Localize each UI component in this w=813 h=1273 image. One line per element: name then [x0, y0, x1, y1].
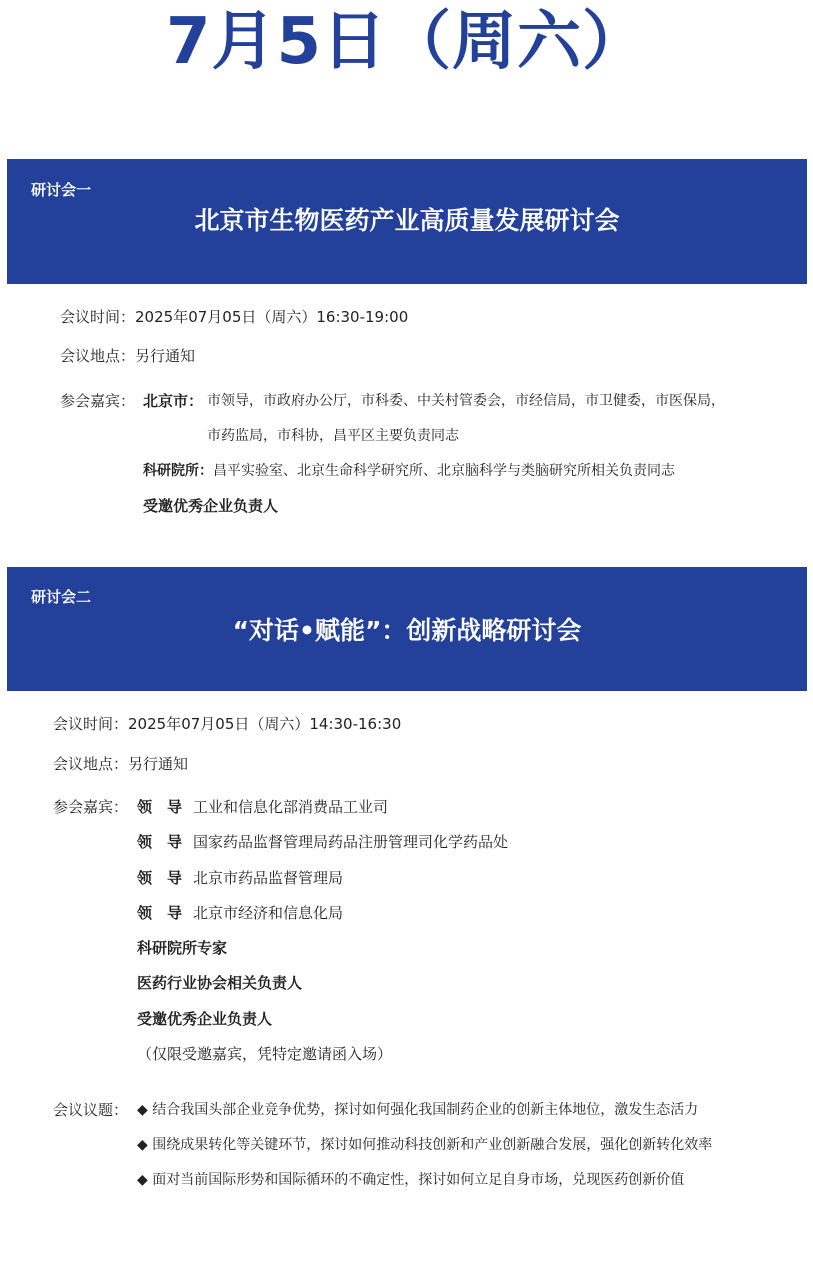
time-value: 2025年07月05日（周六）14:30-16:30 — [128, 715, 402, 733]
leader-role: 领 导 — [137, 833, 183, 851]
leader-org: 工业和信息化部消费品工业司 — [193, 798, 389, 816]
seminar1-title: 北京市生物医药产业高质量发展研讨会 — [194, 206, 620, 235]
guests-label: 参会嘉宾： — [53, 798, 129, 816]
location-label: 会议地点： — [53, 755, 129, 773]
seminar1-time — [60, 307, 408, 327]
experts-line: 科研院所专家 — [137, 939, 228, 957]
seminar1-institutes — [143, 461, 675, 481]
topic-item: ◆ 围绕成果转化等关键环节，探讨如何推动科技创新和产业创新融合发展，强化创新转化效率 — [137, 1137, 713, 1153]
seminar1-guests — [60, 391, 135, 411]
time-label: 会议时间： — [53, 715, 129, 733]
seminar2-guests — [53, 797, 128, 817]
topics-label: 会议议题： — [53, 1101, 129, 1119]
topic-item: ◆ 结合我国头部企业竞争优势，探讨如何强化我国制药企业的创新主体地位，激发生态活力 — [137, 1102, 699, 1118]
leader-role: 领 导 — [137, 869, 183, 887]
seminar2-time — [53, 714, 401, 734]
topic-item: ◆ 面对当前国际形势和国际循环的不确定性，探讨如何立足自身市场，兑现医药创新价值 — [137, 1172, 685, 1188]
seminar2-title: “对话•赋能”：创新战略研讨会 — [232, 616, 582, 645]
leader-role: 领 导 — [137, 798, 183, 816]
leader-row — [137, 832, 508, 852]
seminar1-tag: 研讨会一 — [31, 181, 92, 199]
seminar1-beijing — [143, 391, 203, 411]
time-value: 2025年07月05日（周六）16:30-19:00 — [135, 308, 409, 326]
beijing-label: 北京市： — [143, 392, 204, 410]
leader-row — [137, 797, 388, 817]
leader-org: 北京市经济和信息化局 — [193, 904, 344, 922]
leader-role: 领 导 — [137, 904, 183, 922]
leader-org: 国家药品监督管理局药品注册管理司化学药品处 — [193, 833, 509, 851]
location-value: 另行通知 — [135, 347, 196, 365]
guests-label: 参会嘉宾： — [60, 392, 136, 410]
seminar1-banner — [7, 159, 807, 284]
leader-row — [137, 868, 343, 888]
institutes-label: 科研院所： — [143, 463, 213, 479]
seminar2-tag: 研讨会二 — [31, 588, 92, 606]
institutes-value: 昌平实验室、北京生命科学研究所、北京脑科学与类脑研究所相关负责同志 — [213, 463, 675, 479]
date-heading: 7月5日（周六） — [165, 5, 648, 79]
seminar1-beijing-line1: 市领导，市政府办公厅，市科委、中关村管委会，市经信局，市卫健委，市医保局， — [207, 393, 725, 409]
leader-row — [137, 903, 343, 923]
time-label: 会议时间： — [60, 308, 136, 326]
seminar2-banner — [7, 567, 807, 691]
enterprise-line: 受邀优秀企业负责人 — [137, 1010, 273, 1028]
leader-org: 北京市药品监督管理局 — [193, 869, 344, 887]
location-label: 会议地点： — [60, 347, 136, 365]
seminar1-location — [60, 346, 195, 366]
seminar2-location — [53, 754, 188, 774]
seminar1-beijing-line2: 市药监局，市科协，昌平区主要负责同志 — [207, 428, 459, 444]
association-line: 医药行业协会相关负责人 — [137, 974, 303, 992]
seminar1-enterprise: 受邀优秀企业负责人 — [143, 497, 279, 515]
location-value: 另行通知 — [128, 755, 189, 773]
invitation-note: （仅限受邀嘉宾，凭特定邀请函入场） — [137, 1045, 393, 1063]
